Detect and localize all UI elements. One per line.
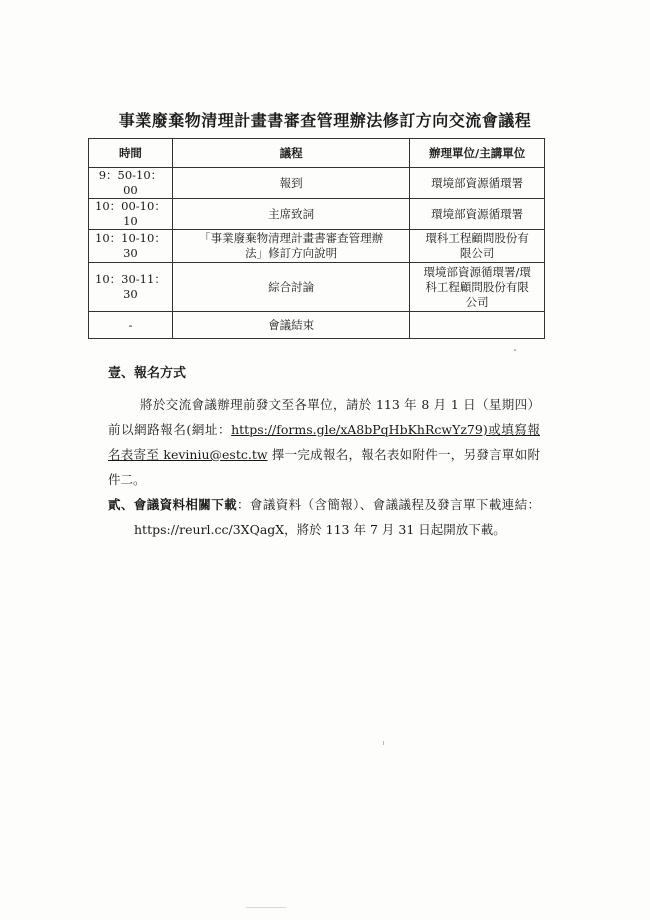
- table-row: [89, 312, 545, 339]
- section1-text-before-link: 將於交流會議辦理前發文至各單位，請於 113 年 8 月 1 日（星期四）前以網路報名(網址：: [108, 397, 540, 437]
- cell-item: 會議結束: [172, 312, 409, 339]
- section1-paragraph: [108, 392, 540, 492]
- cell-unit: [410, 312, 545, 339]
- section2-heading: 貳、會議資料相關下載: [108, 497, 238, 512]
- cell-unit: 環境部資源循環署: [410, 168, 545, 199]
- cell-unit: 環科工程顧問股份有限公司: [410, 230, 545, 263]
- scan-speck: [246, 907, 286, 908]
- registration-link[interactable]: https://forms.gle/xA8bPqHbKhRcwYz79)或填寫報名表寄至 keviniu@estc.tw: [108, 422, 540, 462]
- cell-time: 10：10-10：30: [89, 230, 173, 263]
- section1-heading: 壹、報名方式: [108, 366, 187, 381]
- cell-item: 主席致詞: [172, 199, 409, 230]
- scan-speck: [514, 349, 516, 351]
- cell-time: 10：00-10：10: [89, 199, 173, 230]
- header-time: 時間: [89, 139, 173, 168]
- scan-speck: [383, 741, 384, 745]
- section2-paragraph: [108, 492, 540, 542]
- section2-text: ：會議資料（含簡報）、會議議程及發言單下載連結：https://reurl.cc/3XQagX，將於 113 年 7 月 31 日起開放下載。: [134, 497, 540, 537]
- table-row: [89, 199, 545, 230]
- table-row: [89, 230, 545, 263]
- header-unit: 辦理單位/主講單位: [410, 139, 545, 168]
- cell-item: 「事業廢棄物清理計畫書審查管理辦法」修訂方向說明: [172, 230, 409, 263]
- cell-item: 綜合討論: [172, 263, 409, 312]
- table-row: [89, 168, 545, 199]
- table-row: [89, 263, 545, 312]
- cell-unit: 環境部資源循環署/環科工程顧問股份有限公司: [410, 263, 545, 312]
- table-header-row: [89, 139, 545, 168]
- agenda-table: [88, 138, 545, 339]
- section1-text-after-link: 擇一完成報名，報名表如附件一，另發言單如附件二。: [108, 447, 540, 487]
- header-item: 議程: [172, 139, 409, 168]
- cell-time: -: [89, 312, 173, 339]
- cell-item: 報到: [172, 168, 409, 199]
- cell-unit: 環境部資源循環署: [410, 199, 545, 230]
- cell-time: 9：50-10：00: [89, 168, 173, 199]
- cell-time: 10：30-11：30: [89, 263, 173, 312]
- page-title: 事業廢棄物清理計畫書審查管理辦法修訂方向交流會議程: [118, 111, 532, 130]
